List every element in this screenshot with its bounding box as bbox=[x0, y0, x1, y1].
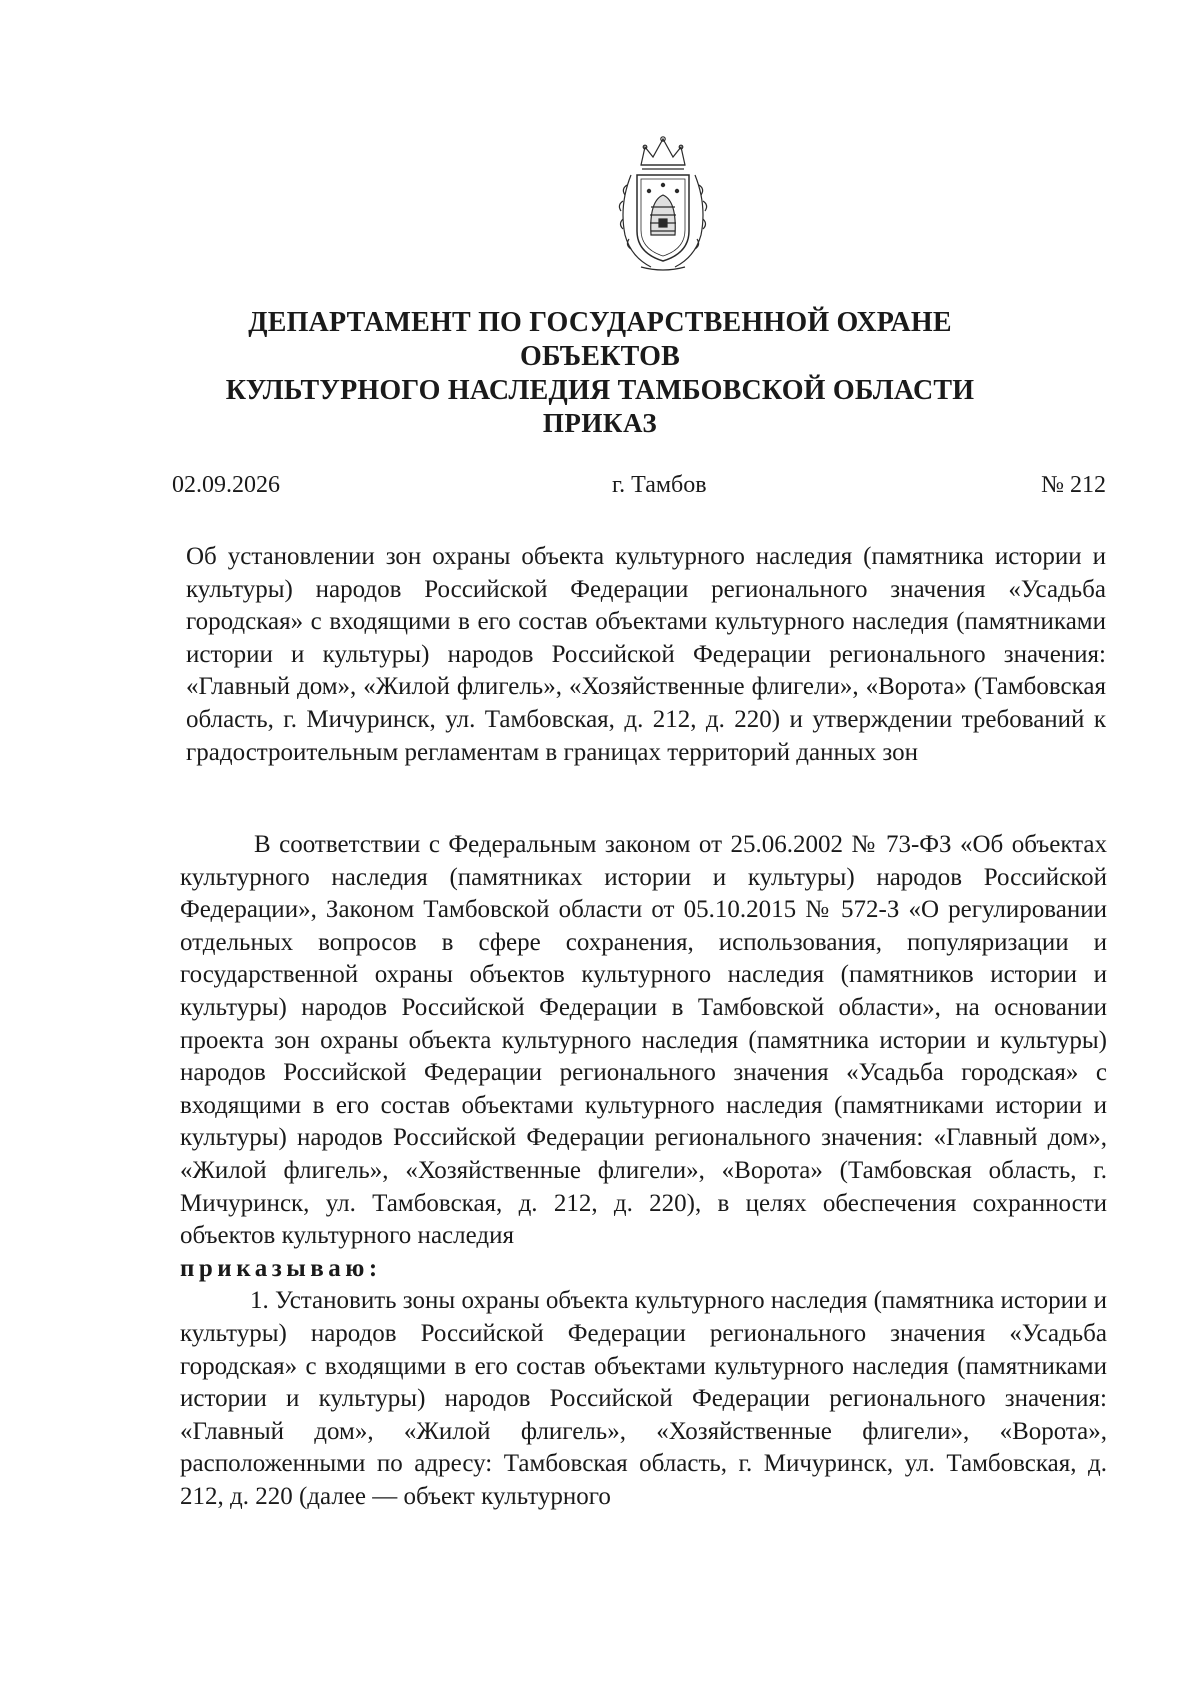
order-word: приказываю: bbox=[180, 1254, 382, 1282]
department-name bbox=[170, 306, 1030, 408]
order-date: 02.09.2026 bbox=[172, 472, 280, 498]
department-name-line2: КУЛЬТУРНОГО НАСЛЕДИЯ ТАМБОВСКОЙ ОБЛАСТИ bbox=[225, 375, 975, 406]
preamble-text: В соответствии с Федеральным законом от 25.06.2002 № 73-ФЗ «Об объектах культурного наследия (памятниках истории и культуры) народов Российской Федерации», Законом Тамбовской области от 05.10.2015 № 572-З «О регулировании отдельных вопросов в сфере сохранения, использования, популяризации и государственной охраны объектов культурного наследия (памятников истории и культуры) народов Российской Федерации в Тамбовской области», на основании проекта зон охраны объекта культурного наследия (памятника истории и культуры) народов Российской Федерации регионального значения «Усадьба городская» с входящими в его состав объектами культурного наследия (памятниками истории и культуры) народов Российской Федерации регионального значения: «Главный дом», «Жилой флигель», «Хозяйственные флигели», «Ворота» (Тамбовская область, г. Мичуринск, ул. Тамбовская, д. 212, д. 220), в целях обеспечения сохранности объектов культурного наследия bbox=[180, 831, 1107, 1250]
preamble-paragraph bbox=[180, 829, 1107, 1253]
order-body bbox=[180, 829, 1107, 1513]
tambov-coat-of-arms-icon bbox=[611, 135, 715, 275]
document-type-title: ПРИКАЗ bbox=[542, 408, 658, 438]
order-number: № 212 bbox=[1041, 472, 1106, 498]
order-city: г. Тамбов bbox=[612, 472, 707, 498]
order-item-1: 1. Установить зоны охраны объекта культурного наследия (памятника истории и культуры) народов Российской Федерации регионального значения «Усадьба городская» с входящими в его состав объектами культурного наследия (памятниками истории и культуры) народов Российской Федерации регионального значения: «Главный дом», «Жилой флигель», «Хозяйственные флигели», «Ворота», расположенными по адресу: Тамбовская область, г. Мичуринск, ул. Тамбовская, д. 212, д. 220 (далее — объект культурного bbox=[180, 1287, 1107, 1510]
order-subject: Об установлении зон охраны объекта культурного наследия (памятника истории и культуры) народов Российской Федерации регионального значения «Усадьба городская» с входящими в его состав объектами культурного наследия (памятниками истории и культуры) народов Российской Федерации регионального значения: «Главный дом», «Жилой флигель», «Хозяйственные флигели», «Ворота» (Тамбовская область, г. Мичуринск, ул. Тамбовская, д. 212, д. 220) и утверждении требований к градостроительным регламентам в границах территорий данных зон bbox=[186, 543, 1106, 766]
department-name-line1: ДЕПАРТАМЕНТ ПО ГОСУДАРСТВЕННОЙ ОХРАНЕ ОБЪЕКТОВ bbox=[248, 307, 952, 372]
